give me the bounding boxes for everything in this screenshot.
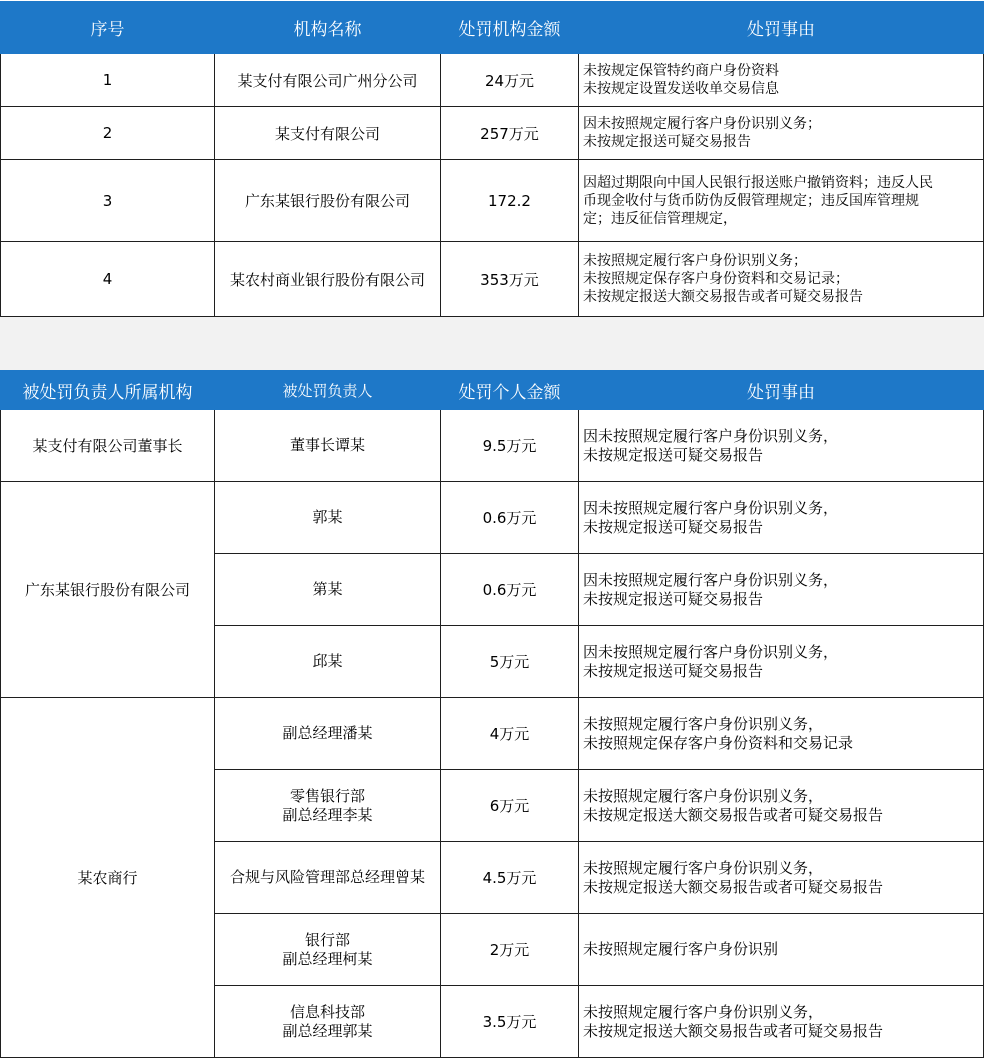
person-name (215, 842, 441, 914)
person-amount: 3.5万元 (441, 986, 579, 1058)
person-org: 某支付有限公司董事长 (1, 410, 215, 482)
person-org: 广东某银行股份有限公司 (1, 482, 215, 698)
person-name-line: 董事长谭某 (289, 436, 365, 454)
header-person: 被处罚负责人 (215, 371, 441, 410)
header-institution-name: 机构名称 (215, 2, 441, 54)
person-name-line: 副总经理郭某 (282, 1021, 373, 1040)
row-amount: 172.2 (441, 160, 579, 242)
table2-header-row (1, 371, 984, 410)
table-row (1, 482, 984, 554)
person-reason (579, 410, 984, 482)
reason-line: 因未按照规定履行客户身份识别义务； (583, 116, 821, 132)
person-name-line: 零售银行部 (289, 786, 365, 805)
reason-line: 未按规定报送可疑交易报告 (583, 134, 751, 150)
reason-line: 未按照规定履行客户身份识别义务， (583, 786, 824, 805)
person-name (215, 914, 441, 986)
person-name (215, 770, 441, 842)
table1-header-row (1, 2, 984, 54)
table-row (1, 160, 984, 242)
header-person-org: 被处罚负责人所属机构 (1, 371, 215, 410)
person-reason (579, 842, 984, 914)
person-name-line: 副总经理李某 (282, 805, 373, 824)
person-name (215, 986, 441, 1058)
person-name (215, 554, 441, 626)
person-reason (579, 554, 984, 626)
reason-line: 未按规定报送大额交易报告或者可疑交易报告 (583, 805, 884, 824)
person-reason (579, 914, 984, 986)
header-no: 序号 (1, 2, 215, 54)
reason-line: 未按照规定保存客户身份资料和交易记录； (583, 271, 849, 287)
reason-line: 未按规定报送可疑交易报告 (583, 589, 764, 608)
row-no: 4 (1, 242, 215, 317)
header-person-amount: 处罚个人金额 (441, 371, 579, 410)
person-name (215, 626, 441, 698)
row-institution: 某支付有限公司 (215, 107, 441, 160)
person-reason (579, 698, 984, 770)
person-reason (579, 770, 984, 842)
person-amount: 4.5万元 (441, 842, 579, 914)
table-row (1, 242, 984, 317)
reason-line: 未按规定报送可疑交易报告 (583, 661, 764, 680)
row-reason (579, 160, 984, 242)
row-reason (579, 107, 984, 160)
row-reason (579, 242, 984, 317)
reason-line: 币现金收付与货币防伪反假管理规定；违反国库管理规 (583, 192, 919, 209)
person-amount: 6万元 (441, 770, 579, 842)
reason-line: 未按照规定履行客户身份识别义务， (583, 714, 824, 733)
person-name-line: 邱某 (312, 652, 343, 670)
person-amount: 0.6万元 (441, 482, 579, 554)
reason-line: 未按照规定履行客户身份识别 (583, 940, 779, 958)
person-org: 某农商行 (1, 698, 215, 1058)
reason-line: 未按照规定履行客户身份识别义务， (583, 1002, 824, 1021)
person-name-line: 副总经理柯某 (282, 949, 373, 968)
reason-line: 定；违反征信管理规定， (583, 210, 737, 227)
reason-line: 未按规定设置发送收单交易信息 (583, 81, 779, 97)
header-institution-amount: 处罚机构金额 (441, 2, 579, 54)
person-reason (579, 626, 984, 698)
reason-line: 未按规定报送可疑交易报告 (583, 445, 764, 464)
individual-penalty-table (0, 370, 984, 1058)
person-name (215, 698, 441, 770)
reason-line: 未按规定保管特约商户身份资料 (583, 63, 779, 79)
reason-line: 未按规定报送可疑交易报告 (583, 517, 764, 536)
person-amount: 0.6万元 (441, 554, 579, 626)
person-name-line: 银行部 (304, 930, 350, 949)
person-name (215, 482, 441, 554)
row-no: 1 (1, 54, 215, 107)
row-no: 3 (1, 160, 215, 242)
reason-line: 因未按照规定履行客户身份识别义务， (583, 642, 839, 661)
table-row (1, 698, 984, 770)
person-name-line: 郭某 (312, 508, 343, 526)
person-amount: 5万元 (441, 626, 579, 698)
table-row (1, 410, 984, 482)
reason-line: 因未按照规定履行客户身份识别义务， (583, 570, 839, 589)
row-reason (579, 54, 984, 107)
row-amount: 257万元 (441, 107, 579, 160)
reason-line: 未按照规定履行客户身份识别义务， (583, 858, 824, 877)
reason-line: 未按照规定履行客户身份识别义务； (583, 253, 807, 269)
table-row (1, 54, 984, 107)
person-amount: 2万元 (441, 914, 579, 986)
person-amount: 9.5万元 (441, 410, 579, 482)
person-reason (579, 986, 984, 1058)
institution-penalty-table (0, 1, 984, 317)
section-divider (0, 317, 984, 370)
reason-line: 未按规定报送大额交易报告或者可疑交易报告 (583, 877, 884, 896)
person-name-line: 合规与风险管理部总经理曾某 (229, 868, 425, 886)
reason-line: 未按照规定保存客户身份资料和交易记录 (583, 733, 854, 752)
person-name-line: 信息科技部 (289, 1002, 365, 1021)
header-person-reason: 处罚事由 (579, 371, 984, 410)
person-reason (579, 482, 984, 554)
row-amount: 24万元 (441, 54, 579, 107)
person-name-line: 副总经理潘某 (282, 724, 373, 742)
row-no: 2 (1, 107, 215, 160)
reason-line: 因未按照规定履行客户身份识别义务， (583, 426, 839, 445)
reason-line: 未按规定报送大额交易报告或者可疑交易报告 (583, 289, 863, 305)
person-name-line: 第某 (312, 580, 343, 598)
header-reason: 处罚事由 (579, 2, 984, 54)
person-name (215, 410, 441, 482)
reason-line: 因未按照规定履行客户身份识别义务， (583, 498, 839, 517)
reason-line: 未按规定报送大额交易报告或者可疑交易报告 (583, 1021, 884, 1040)
row-institution: 某支付有限公司广州分公司 (215, 54, 441, 107)
row-amount: 353万元 (441, 242, 579, 317)
row-institution: 某农村商业银行股份有限公司 (215, 242, 441, 317)
row-institution: 广东某银行股份有限公司 (215, 160, 441, 242)
table-row (1, 107, 984, 160)
reason-line: 因超过期限向中国人民银行报送账户撤销资料；违反人民 (583, 174, 933, 191)
person-amount: 4万元 (441, 698, 579, 770)
